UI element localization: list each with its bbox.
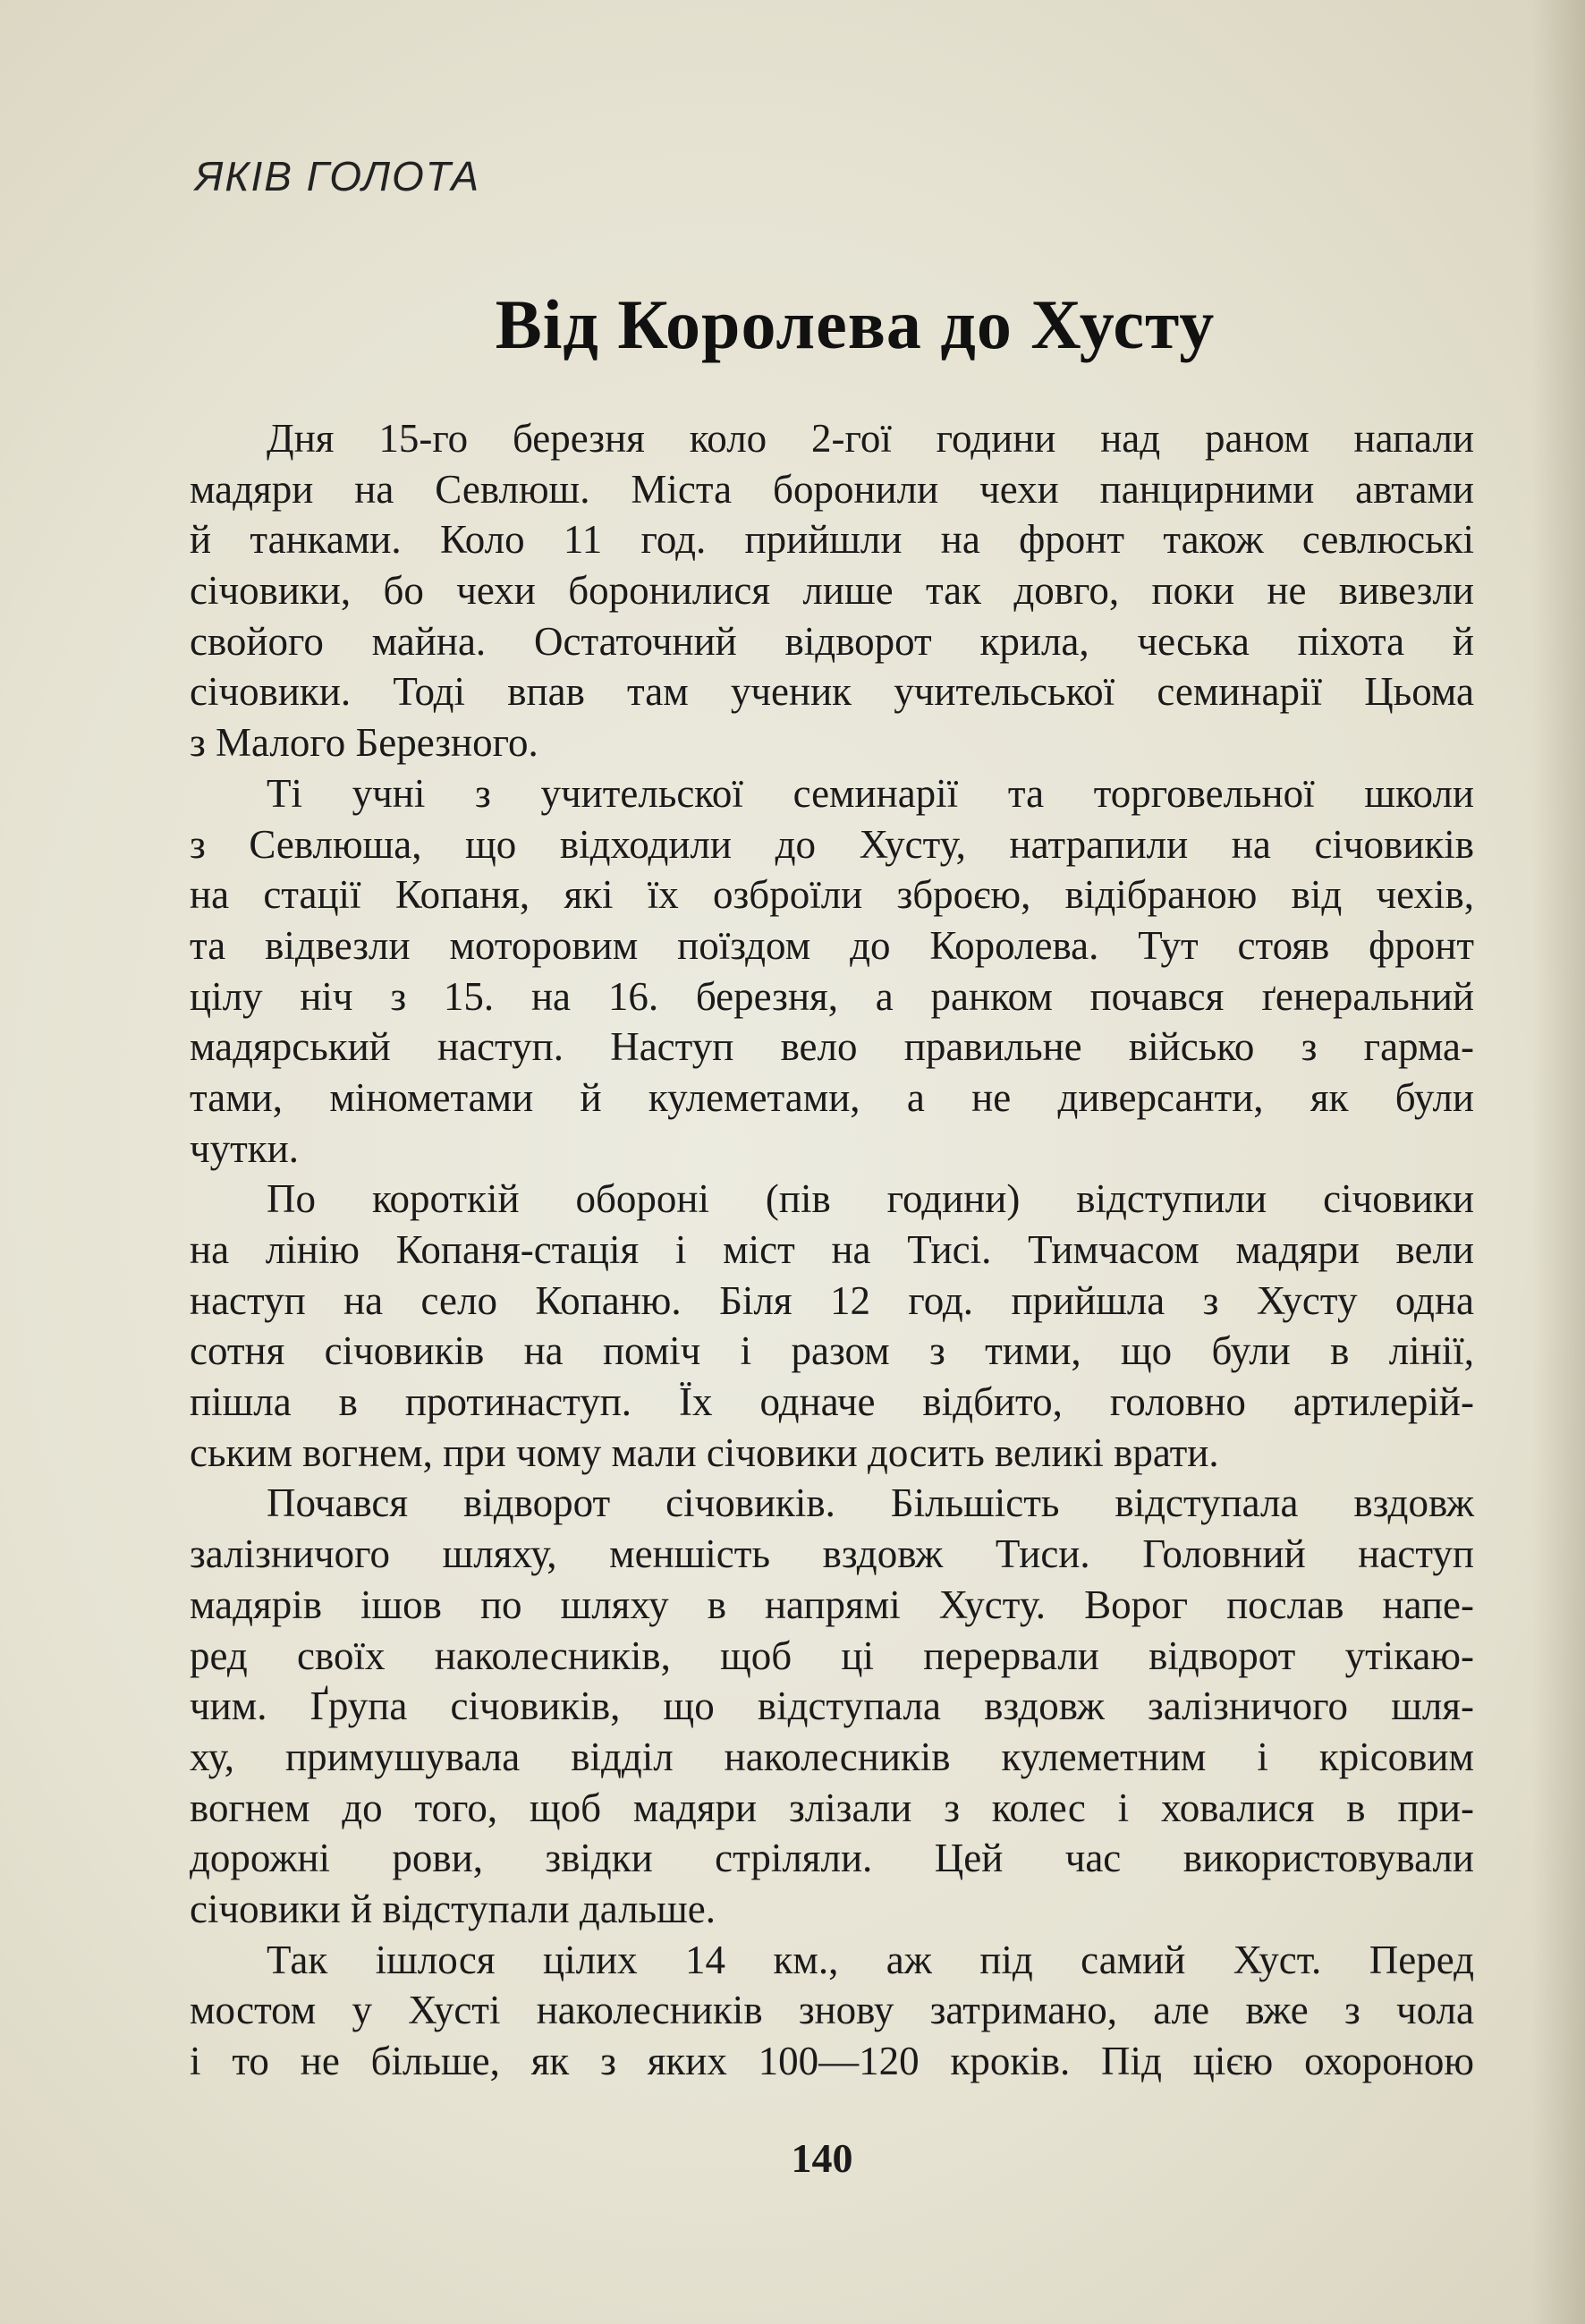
text-line: січовики й відступали дальше. [190, 1886, 716, 1931]
text-line: січовики, бо чехи боронилися лише так довго, поки не вивезли [190, 568, 1474, 614]
text-line: з Севлюша, що відходили до Хусту, натрапили на січовиків [190, 821, 1474, 867]
text-line: Дня 15-го березня коло 2-гої години над раном напали [267, 416, 1474, 461]
text-line: і то не більше, як з яких 100—120 кроків. Під цією охороною [190, 2039, 1474, 2083]
paragraph [190, 1935, 1474, 2087]
text-line: пішла в протинаступ. Їх одначе відбито, головно артилерій- [190, 1379, 1474, 1425]
text-line: ред своїх наколесників, щоб ці перервали відворот утікаю- [190, 1633, 1474, 1678]
text-line: наступ на село Копаню. Біля 12 год. прийшла з Хусту одна [190, 1277, 1474, 1323]
text-line: дорожні рови, звідки стріляли. Цей час використовували [190, 1836, 1474, 1881]
text-line: Так ішлося цілих 14 км., аж під самий Хуст. Перед [267, 1937, 1474, 1982]
paragraph [190, 413, 1474, 768]
text-line: мадяри на Севлюш. Міста боронили чехи панцирними автами [190, 466, 1474, 512]
text-line: та відвезли моторовим поїздом до Королева. Тут стояв фронт [190, 922, 1474, 968]
text-line: січовики. Тоді впав там ученик учительської семинарії Цьома [190, 669, 1474, 715]
text-line: й танками. Коло 11 год. прийшли на фронт також севлюські [190, 517, 1474, 563]
text-line: мадярів ішов по шляху в напрямі Хусту. Ворог послав напе- [190, 1582, 1474, 1627]
text-line: вогнем до того, щоб мадяри злізали з колес і ховалися в при- [190, 1785, 1474, 1830]
text-line: на лінію Копаня-стація і міст на Тисі. Тимчасом мадяри вели [190, 1227, 1474, 1272]
text-line: залізничого шляху, меншість вздовж Тиси. Головний наступ [190, 1531, 1474, 1577]
text-line: мостом у Хусті наколесників знову затримано, але вже з чола [190, 1988, 1474, 2033]
text-line: Ті учні з учительскої семинарії та торговельної школи [267, 770, 1474, 816]
text-line: чутки. [190, 1125, 299, 1171]
text-line: По короткій обороні (пів години) відступили січовики [267, 1176, 1474, 1222]
text-line: свойого майна. Остаточний відворот крила, чеська піхота й [190, 618, 1474, 664]
paragraph [190, 1174, 1474, 1478]
text-line: Почався відворот січовиків. Більшість відступала вздовж [267, 1480, 1474, 1526]
paragraph [190, 1478, 1474, 1934]
paragraph [190, 768, 1474, 1175]
text-line: тами, мінометами й кулеметами, а не диверсанти, як були [190, 1074, 1474, 1120]
text-line: ху, примушувала відділ наколесників кулеметним і крісовим [190, 1734, 1474, 1779]
text-line: цілу ніч з 15. на 16. березня, а ранком почався ґенеральний [190, 973, 1474, 1019]
page-number: 140 [791, 2135, 853, 2181]
text-line: мадярський наступ. Наступ вело правильне військо з гарма- [190, 1024, 1474, 1070]
chapter-title: Від Королева до Хусту [495, 285, 1216, 363]
text-line: з Малого Березного. [190, 720, 538, 766]
running-header-author: ЯКІВ ГОЛОТА [195, 153, 481, 199]
body-text [190, 413, 1474, 2087]
text-line: на стації Копаня, які їх озброїли зброєю, відібраною від чехів, [190, 872, 1474, 918]
text-line: чим. Ґрупа січовиків, що відступала вздовж залізничого шля- [190, 1684, 1474, 1729]
text-line: ським вогнем, при чому мали січовики досить великі врати. [190, 1429, 1219, 1475]
text-line: сотня січовиків на поміч і разом з тими, що були в лінії, [190, 1328, 1474, 1374]
